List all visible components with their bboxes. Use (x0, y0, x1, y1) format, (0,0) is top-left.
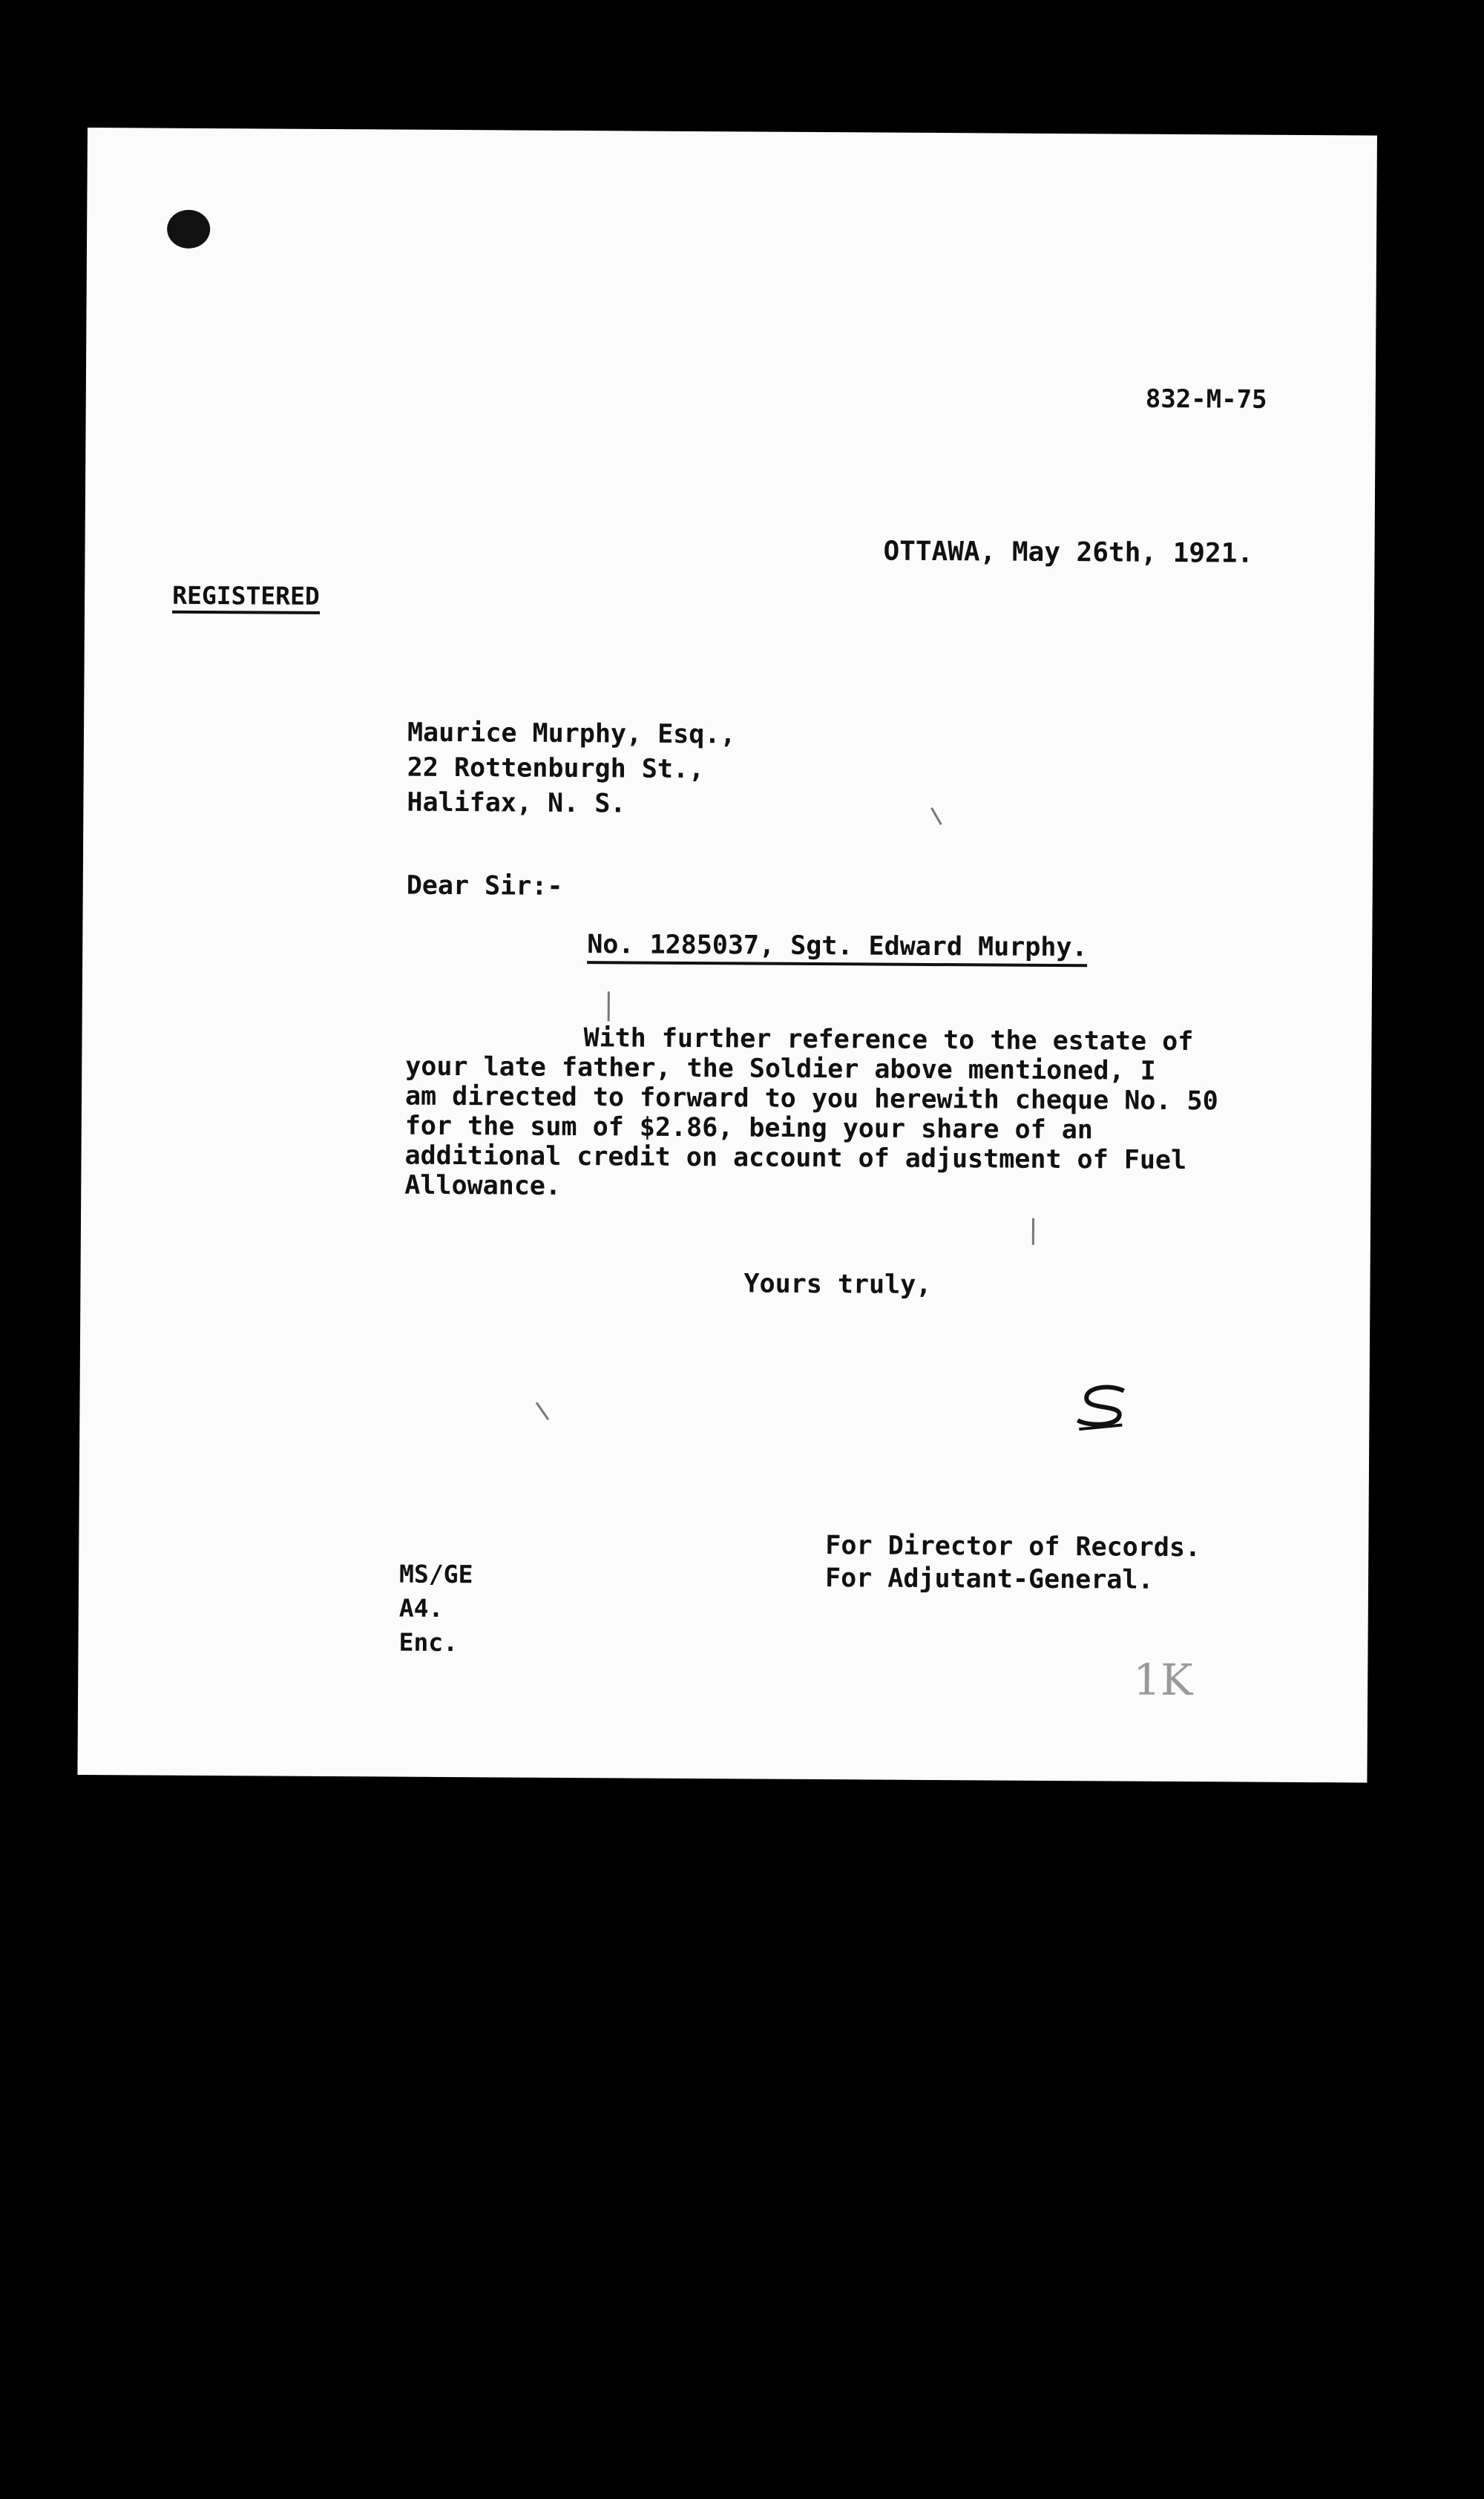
signature-line: For Adjutant-General. (824, 1563, 1154, 1595)
reference-line: MS/GE (398, 1559, 473, 1589)
initial-mark (1070, 1382, 1137, 1438)
signature-line: For Director of Records. (825, 1531, 1201, 1563)
body-line: am directed to forward to you herewith cheque No. 50 (404, 1081, 1218, 1117)
body-line: additional credit on account of adjustment of Fuel (404, 1140, 1187, 1176)
body-line: With further reference to the estate of (583, 1023, 1194, 1057)
salutation: Dear Sir:- (406, 870, 563, 902)
stray-mark (1032, 1218, 1034, 1245)
body-line: your late father, the Soldier above mentioned, I (405, 1051, 1156, 1086)
place-date: OTTAWA, May 26th, 1921. (883, 536, 1254, 569)
stray-mark (930, 807, 942, 825)
addressee-street: 22 Rottenburgh St., (407, 752, 705, 785)
closing: Yours truly, (743, 1269, 932, 1300)
punch-hole-icon (167, 210, 210, 249)
body-line: Allowance. (404, 1170, 562, 1201)
file-reference: 832-M-75 (1145, 384, 1267, 415)
reference-line: A4. (398, 1593, 444, 1623)
reference-line: Enc. (398, 1627, 459, 1658)
stray-mark (536, 1402, 549, 1420)
registered-label: REGISTERED (172, 583, 320, 614)
body-line: for the sum of $2.86, being your share of an (404, 1111, 1094, 1146)
addressee-city: Halifax, N. S. (407, 787, 626, 819)
margin-note: 1K (1133, 1654, 1193, 1706)
addressee-name: Maurice Murphy, Esq., (407, 717, 736, 750)
stray-mark (608, 991, 610, 1021)
subject-line: No. 1285037, Sgt. Edward Murphy. (587, 932, 1088, 967)
letter-page (77, 128, 1377, 1783)
